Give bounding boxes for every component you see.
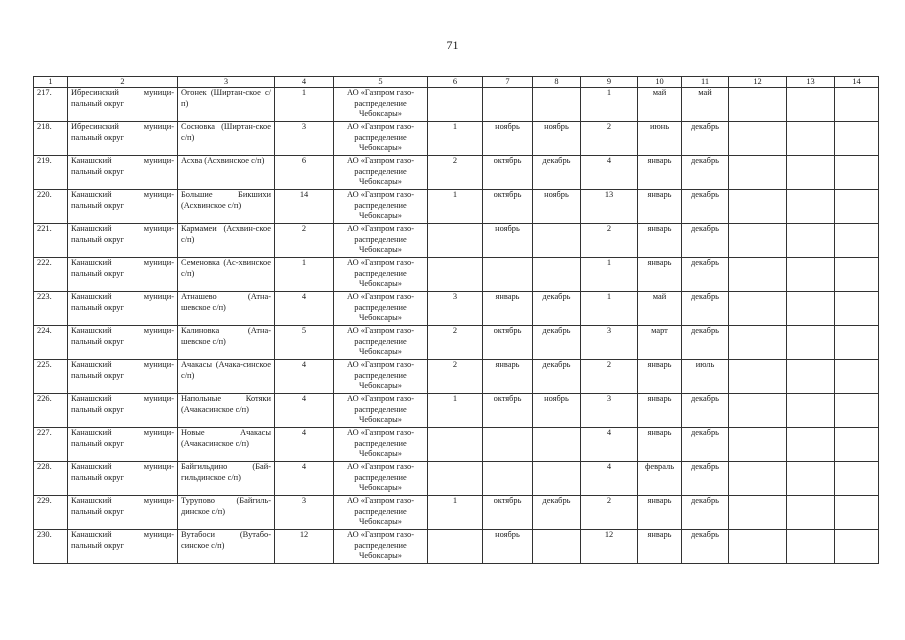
district-cell: Канашский муници-пальный округ — [68, 156, 178, 190]
column-header-10: 10 — [638, 77, 682, 88]
households-count-cell: 2 — [275, 224, 334, 258]
table-body — [34, 88, 879, 564]
col12-cell — [729, 360, 787, 394]
col8-cell: ноябрь — [533, 190, 581, 224]
row-number: 229. — [34, 496, 68, 530]
col12-cell — [729, 224, 787, 258]
organization-cell: АО «Газпром газо-распределение Чебоксары» — [334, 394, 428, 428]
col6-cell — [428, 88, 483, 122]
col9-cell: 4 — [581, 428, 638, 462]
households-count-cell: 3 — [275, 122, 334, 156]
col10-cell: январь — [638, 496, 682, 530]
col10-cell: январь — [638, 258, 682, 292]
settlement-cell: Вутабоси (Вутабо-синское с/п) — [178, 530, 275, 564]
col9-cell: 4 — [581, 462, 638, 496]
settlement-cell: Сосновка (Ширтан-ское с/п) — [178, 122, 275, 156]
gasification-table — [33, 76, 879, 564]
district-cell: Канашский муници-пальный округ — [68, 428, 178, 462]
column-header-14: 14 — [835, 77, 879, 88]
col13-cell — [787, 190, 835, 224]
row-number: 227. — [34, 428, 68, 462]
col11-cell: декабрь — [682, 224, 729, 258]
column-header-2: 2 — [68, 77, 178, 88]
column-header-3: 3 — [178, 77, 275, 88]
col14-cell — [835, 122, 879, 156]
col8-cell: декабрь — [533, 156, 581, 190]
col13-cell — [787, 224, 835, 258]
district-cell: Ибресинский муници-пальный округ — [68, 88, 178, 122]
col9-cell: 2 — [581, 360, 638, 394]
col14-cell — [835, 326, 879, 360]
households-count-cell: 4 — [275, 462, 334, 496]
row-number: 225. — [34, 360, 68, 394]
households-count-cell: 1 — [275, 88, 334, 122]
col14-cell — [835, 190, 879, 224]
col12-cell — [729, 394, 787, 428]
col9-cell: 1 — [581, 292, 638, 326]
col9-cell: 13 — [581, 190, 638, 224]
col14-cell — [835, 224, 879, 258]
organization-cell: АО «Газпром газо-распределение Чебоксары» — [334, 190, 428, 224]
col12-cell — [729, 88, 787, 122]
col12-cell — [729, 326, 787, 360]
table-row — [34, 360, 879, 394]
district-cell: Канашский муници-пальный округ — [68, 360, 178, 394]
col7-cell — [483, 258, 533, 292]
organization-cell: АО «Газпром газо-распределение Чебоксары» — [334, 88, 428, 122]
col9-cell: 1 — [581, 258, 638, 292]
col13-cell — [787, 394, 835, 428]
district-cell: Канашский муници-пальный округ — [68, 496, 178, 530]
col9-cell: 2 — [581, 122, 638, 156]
col13-cell — [787, 292, 835, 326]
col8-cell — [533, 462, 581, 496]
col8-cell: декабрь — [533, 360, 581, 394]
column-header-4: 4 — [275, 77, 334, 88]
row-number: 224. — [34, 326, 68, 360]
col6-cell: 2 — [428, 360, 483, 394]
district-cell: Канашский муници-пальный округ — [68, 224, 178, 258]
district-cell: Канашский муници-пальный округ — [68, 326, 178, 360]
organization-cell: АО «Газпром газо-распределение Чебоксары» — [334, 326, 428, 360]
col8-cell — [533, 88, 581, 122]
district-cell: Канашский муници-пальный округ — [68, 530, 178, 564]
col11-cell: декабрь — [682, 122, 729, 156]
col6-cell: 1 — [428, 496, 483, 530]
row-number: 223. — [34, 292, 68, 326]
table-row — [34, 326, 879, 360]
col7-cell: октябрь — [483, 326, 533, 360]
households-count-cell: 6 — [275, 156, 334, 190]
district-cell: Канашский муници-пальный округ — [68, 462, 178, 496]
col10-cell: июнь — [638, 122, 682, 156]
table-row — [34, 156, 879, 190]
col7-cell: ноябрь — [483, 530, 533, 564]
settlement-cell: Огонек (Ширтан-ское с/п) — [178, 88, 275, 122]
col9-cell: 2 — [581, 224, 638, 258]
table-row — [34, 496, 879, 530]
col7-cell — [483, 88, 533, 122]
column-header-5: 5 — [334, 77, 428, 88]
col10-cell: март — [638, 326, 682, 360]
settlement-cell: Байгильдино (Бай-гильдинское с/п) — [178, 462, 275, 496]
households-count-cell: 14 — [275, 190, 334, 224]
col8-cell: декабрь — [533, 292, 581, 326]
col13-cell — [787, 156, 835, 190]
col6-cell: 1 — [428, 122, 483, 156]
col13-cell — [787, 496, 835, 530]
col13-cell — [787, 462, 835, 496]
row-number: 221. — [34, 224, 68, 258]
table-row — [34, 530, 879, 564]
col13-cell — [787, 530, 835, 564]
col13-cell — [787, 360, 835, 394]
col7-cell: октябрь — [483, 496, 533, 530]
district-cell: Канашский муници-пальный округ — [68, 190, 178, 224]
households-count-cell: 1 — [275, 258, 334, 292]
col14-cell — [835, 496, 879, 530]
col11-cell: декабрь — [682, 394, 729, 428]
table-row — [34, 190, 879, 224]
col10-cell: январь — [638, 190, 682, 224]
organization-cell: АО «Газпром газо-распределение Чебоксары» — [334, 258, 428, 292]
organization-cell: АО «Газпром газо-распределение Чебоксары» — [334, 462, 428, 496]
col7-cell: октябрь — [483, 190, 533, 224]
col13-cell — [787, 258, 835, 292]
organization-cell: АО «Газпром газо-распределение Чебоксары» — [334, 428, 428, 462]
col9-cell: 3 — [581, 394, 638, 428]
settlement-cell: Семеновка (Ас-хвинское с/п) — [178, 258, 275, 292]
col12-cell — [729, 496, 787, 530]
col13-cell — [787, 428, 835, 462]
col11-cell: декабрь — [682, 428, 729, 462]
col8-cell: ноябрь — [533, 394, 581, 428]
col11-cell: декабрь — [682, 530, 729, 564]
district-cell: Канашский муници-пальный округ — [68, 292, 178, 326]
col8-cell — [533, 258, 581, 292]
col10-cell: февраль — [638, 462, 682, 496]
organization-cell: АО «Газпром газо-распределение Чебоксары» — [334, 360, 428, 394]
col11-cell: декабрь — [682, 326, 729, 360]
col6-cell: 2 — [428, 156, 483, 190]
organization-cell: АО «Газпром газо-распределение Чебоксары» — [334, 496, 428, 530]
column-header-13: 13 — [787, 77, 835, 88]
col6-cell: 3 — [428, 292, 483, 326]
col10-cell: январь — [638, 360, 682, 394]
col13-cell — [787, 88, 835, 122]
col7-cell — [483, 462, 533, 496]
table-row — [34, 394, 879, 428]
col14-cell — [835, 292, 879, 326]
table-row — [34, 292, 879, 326]
col11-cell: декабрь — [682, 258, 729, 292]
col12-cell — [729, 190, 787, 224]
col12-cell — [729, 428, 787, 462]
settlement-cell: Асхва (Асхвинское с/п) — [178, 156, 275, 190]
table-row — [34, 258, 879, 292]
table-row — [34, 428, 879, 462]
col10-cell: январь — [638, 530, 682, 564]
col10-cell: май — [638, 292, 682, 326]
row-number: 226. — [34, 394, 68, 428]
district-cell: Канашский муници-пальный округ — [68, 258, 178, 292]
col14-cell — [835, 462, 879, 496]
col12-cell — [729, 462, 787, 496]
column-header-9: 9 — [581, 77, 638, 88]
col12-cell — [729, 122, 787, 156]
settlement-cell: Новые Ачакасы (Ачакасинское с/п) — [178, 428, 275, 462]
organization-cell: АО «Газпром газо-распределение Чебоксары» — [334, 224, 428, 258]
table-row — [34, 462, 879, 496]
col7-cell — [483, 428, 533, 462]
col11-cell: декабрь — [682, 292, 729, 326]
col9-cell: 3 — [581, 326, 638, 360]
col6-cell — [428, 462, 483, 496]
column-header-6: 6 — [428, 77, 483, 88]
column-header-8: 8 — [533, 77, 581, 88]
header-row — [34, 77, 879, 88]
settlement-cell: Кармамеи (Асхвин-ское с/п) — [178, 224, 275, 258]
col13-cell — [787, 326, 835, 360]
households-count-cell: 12 — [275, 530, 334, 564]
district-cell: Ибресинский муници-пальный округ — [68, 122, 178, 156]
column-header-12: 12 — [729, 77, 787, 88]
row-number: 219. — [34, 156, 68, 190]
col8-cell: ноябрь — [533, 122, 581, 156]
households-count-cell: 3 — [275, 496, 334, 530]
col8-cell — [533, 530, 581, 564]
households-count-cell: 4 — [275, 394, 334, 428]
col10-cell: май — [638, 88, 682, 122]
col6-cell: 2 — [428, 326, 483, 360]
col7-cell: ноябрь — [483, 122, 533, 156]
settlement-cell: Большие Бикшихи (Асхвинское с/п) — [178, 190, 275, 224]
col12-cell — [729, 156, 787, 190]
row-number: 222. — [34, 258, 68, 292]
page-number: 71 — [446, 38, 459, 52]
col12-cell — [729, 258, 787, 292]
col10-cell: январь — [638, 224, 682, 258]
row-number: 228. — [34, 462, 68, 496]
district-cell: Канашский муници-пальный округ — [68, 394, 178, 428]
col11-cell: декабрь — [682, 462, 729, 496]
row-number: 217. — [34, 88, 68, 122]
table-row — [34, 224, 879, 258]
organization-cell: АО «Газпром газо-распределение Чебоксары» — [334, 156, 428, 190]
col8-cell — [533, 224, 581, 258]
col11-cell: декабрь — [682, 190, 729, 224]
organization-cell: АО «Газпром газо-распределение Чебоксары» — [334, 530, 428, 564]
col12-cell — [729, 530, 787, 564]
col9-cell: 2 — [581, 496, 638, 530]
col12-cell — [729, 292, 787, 326]
col6-cell: 1 — [428, 394, 483, 428]
col7-cell: ноябрь — [483, 224, 533, 258]
column-header-7: 7 — [483, 77, 533, 88]
col10-cell: январь — [638, 428, 682, 462]
col7-cell: октябрь — [483, 394, 533, 428]
column-header-1: 1 — [34, 77, 68, 88]
col8-cell: декабрь — [533, 326, 581, 360]
col9-cell: 12 — [581, 530, 638, 564]
col6-cell: 1 — [428, 190, 483, 224]
row-number: 230. — [34, 530, 68, 564]
col14-cell — [835, 530, 879, 564]
col13-cell — [787, 122, 835, 156]
settlement-cell: Турупово (Байгиль-динское с/п) — [178, 496, 275, 530]
col7-cell: октябрь — [483, 156, 533, 190]
col11-cell: декабрь — [682, 156, 729, 190]
col14-cell — [835, 394, 879, 428]
households-count-cell: 4 — [275, 428, 334, 462]
col6-cell — [428, 224, 483, 258]
organization-cell: АО «Газпром газо-распределение Чебоксары» — [334, 292, 428, 326]
col7-cell: январь — [483, 360, 533, 394]
col9-cell: 1 — [581, 88, 638, 122]
col14-cell — [835, 360, 879, 394]
col14-cell — [835, 428, 879, 462]
col11-cell: май — [682, 88, 729, 122]
col10-cell: январь — [638, 156, 682, 190]
col6-cell — [428, 428, 483, 462]
settlement-cell: Атнашево (Атна-шевское с/п) — [178, 292, 275, 326]
col14-cell — [835, 156, 879, 190]
organization-cell: АО «Газпром газо-распределение Чебоксары» — [334, 122, 428, 156]
table-row — [34, 122, 879, 156]
column-header-11: 11 — [682, 77, 729, 88]
households-count-cell: 4 — [275, 360, 334, 394]
col8-cell: декабрь — [533, 496, 581, 530]
table-row — [34, 88, 879, 122]
col9-cell: 4 — [581, 156, 638, 190]
households-count-cell: 4 — [275, 292, 334, 326]
col11-cell: декабрь — [682, 496, 729, 530]
row-number: 218. — [34, 122, 68, 156]
col14-cell — [835, 258, 879, 292]
col10-cell: январь — [638, 394, 682, 428]
col7-cell: январь — [483, 292, 533, 326]
households-count-cell: 5 — [275, 326, 334, 360]
col11-cell: июль — [682, 360, 729, 394]
settlement-cell: Калиновка (Атна-шевское с/п) — [178, 326, 275, 360]
col8-cell — [533, 428, 581, 462]
settlement-cell: Напольные Котяки (Ачакасинское с/п) — [178, 394, 275, 428]
col14-cell — [835, 88, 879, 122]
settlement-cell: Ачакасы (Ачака-синское с/п) — [178, 360, 275, 394]
col6-cell — [428, 530, 483, 564]
col6-cell — [428, 258, 483, 292]
row-number: 220. — [34, 190, 68, 224]
